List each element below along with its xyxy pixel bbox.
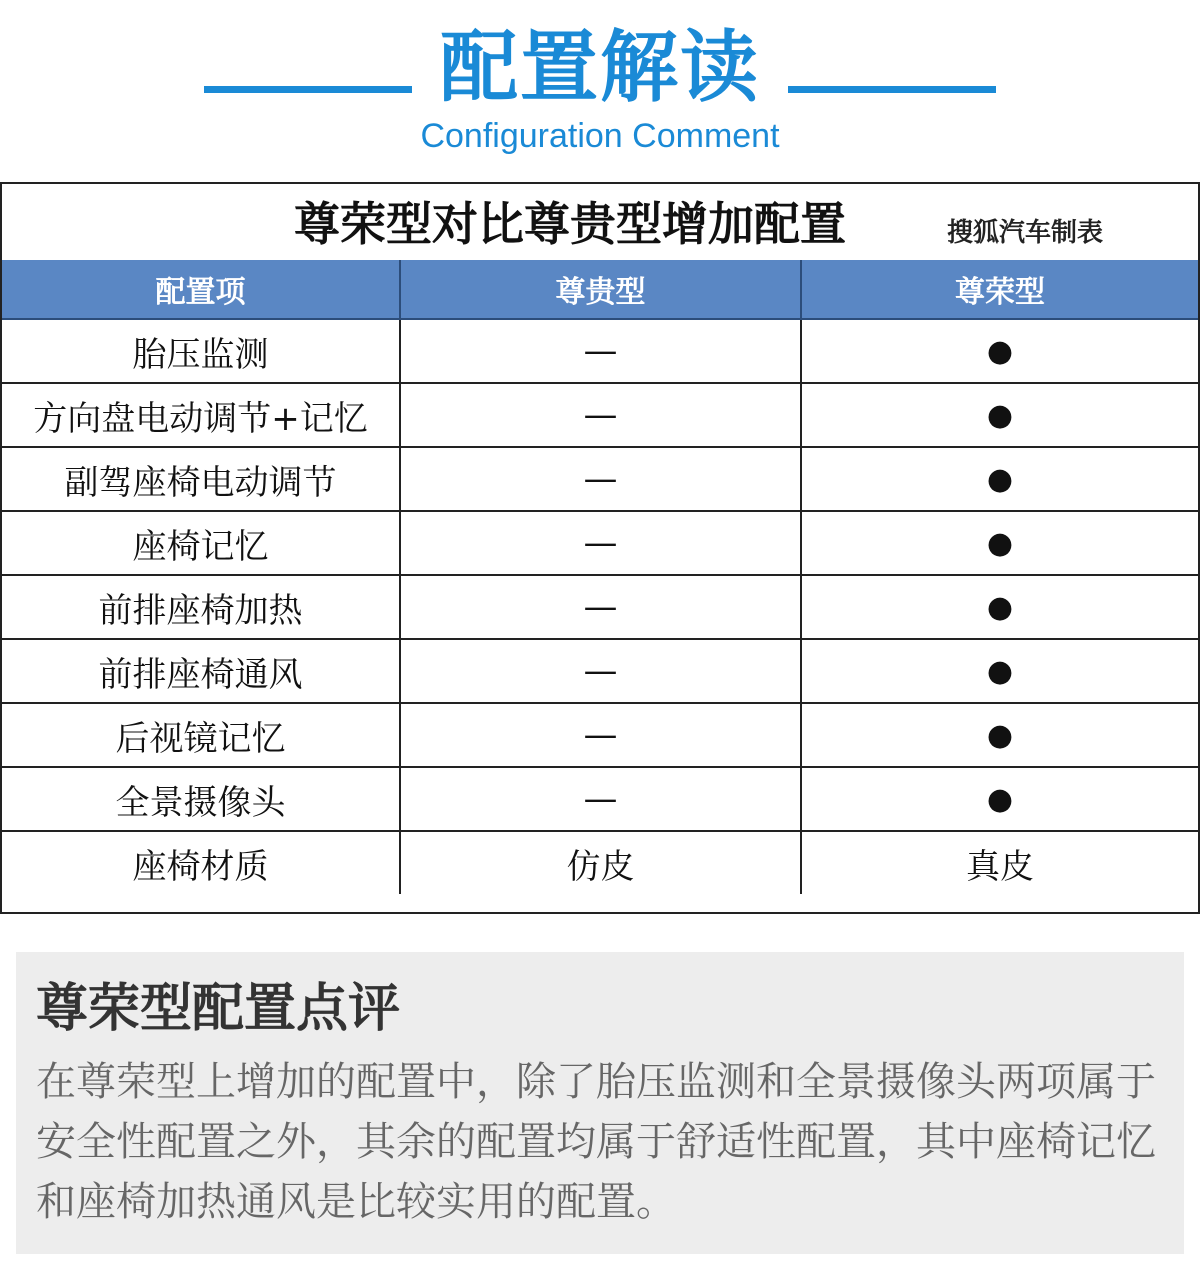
feature-table	[2, 260, 1198, 894]
zunRong-value: ●	[801, 703, 1198, 767]
feature-name: 座椅记忆	[2, 511, 400, 575]
header-divider-right	[788, 86, 996, 93]
zunGui-value: —	[400, 575, 801, 639]
comparison-table	[0, 182, 1200, 914]
feature-name: 前排座椅加热	[2, 575, 400, 639]
zunRong-value: ●	[801, 383, 1198, 447]
table-credit: 搜狐汽车制表	[946, 218, 1103, 248]
zunRong-value: 真皮	[801, 831, 1198, 894]
table-row	[2, 383, 1198, 447]
section-title: 配置解读	[439, 23, 760, 113]
feature-name: 座椅材质	[2, 831, 400, 894]
zunRong-value: ●	[801, 447, 1198, 511]
zunGui-value: —	[400, 703, 801, 767]
table-row	[2, 511, 1198, 575]
zunRong-value: ●	[801, 767, 1198, 831]
table-caption	[2, 184, 1198, 260]
table-row	[2, 575, 1198, 639]
table-row	[2, 639, 1198, 703]
comment-panel	[16, 952, 1184, 1254]
zunRong-value: ●	[801, 511, 1198, 575]
feature-name: 后视镜记忆	[2, 703, 400, 767]
feature-name: 全景摄像头	[2, 767, 400, 831]
feature-name: 方向盘电动调节+记忆	[2, 383, 400, 447]
zunGui-value: —	[400, 319, 801, 383]
comment-title: 尊荣型配置点评	[36, 979, 401, 1039]
table-row	[2, 447, 1198, 511]
table-row	[2, 831, 1198, 894]
zunGui-value: —	[400, 383, 801, 447]
feature-name: 前排座椅通风	[2, 639, 400, 703]
column-header-feature: 配置项	[2, 260, 400, 319]
column-header-zunGui: 尊贵型	[400, 260, 801, 319]
feature-name: 胎压监测	[2, 319, 400, 383]
table-header-row	[2, 260, 1198, 319]
column-header-zunRong: 尊荣型	[801, 260, 1198, 319]
zunGui-value: —	[400, 767, 801, 831]
table-row	[2, 703, 1198, 767]
zunGui-value: —	[400, 511, 801, 575]
section-subtitle: Configuration Comment	[420, 117, 780, 155]
zunGui-value: —	[400, 639, 801, 703]
zunRong-value: ●	[801, 575, 1198, 639]
zunRong-value: ●	[801, 639, 1198, 703]
zunGui-value: 仿皮	[400, 831, 801, 894]
zunGui-value: —	[400, 447, 801, 511]
comment-body: 在尊荣型上增加的配置中，除了胎压监测和全景摄像头两项属于安全性配置之外，其余的配置均属于舒适性配置，其中座椅记忆和座椅加热通风是比较实用的配置。	[36, 1059, 1156, 1225]
zunRong-value: ●	[801, 319, 1198, 383]
table-title: 尊荣型对比尊贵型增加配置	[294, 197, 846, 251]
table-row	[2, 319, 1198, 383]
header-divider-left	[204, 86, 412, 93]
feature-name: 副驾座椅电动调节	[2, 447, 400, 511]
table-row	[2, 767, 1198, 831]
section-header	[0, 0, 1200, 175]
